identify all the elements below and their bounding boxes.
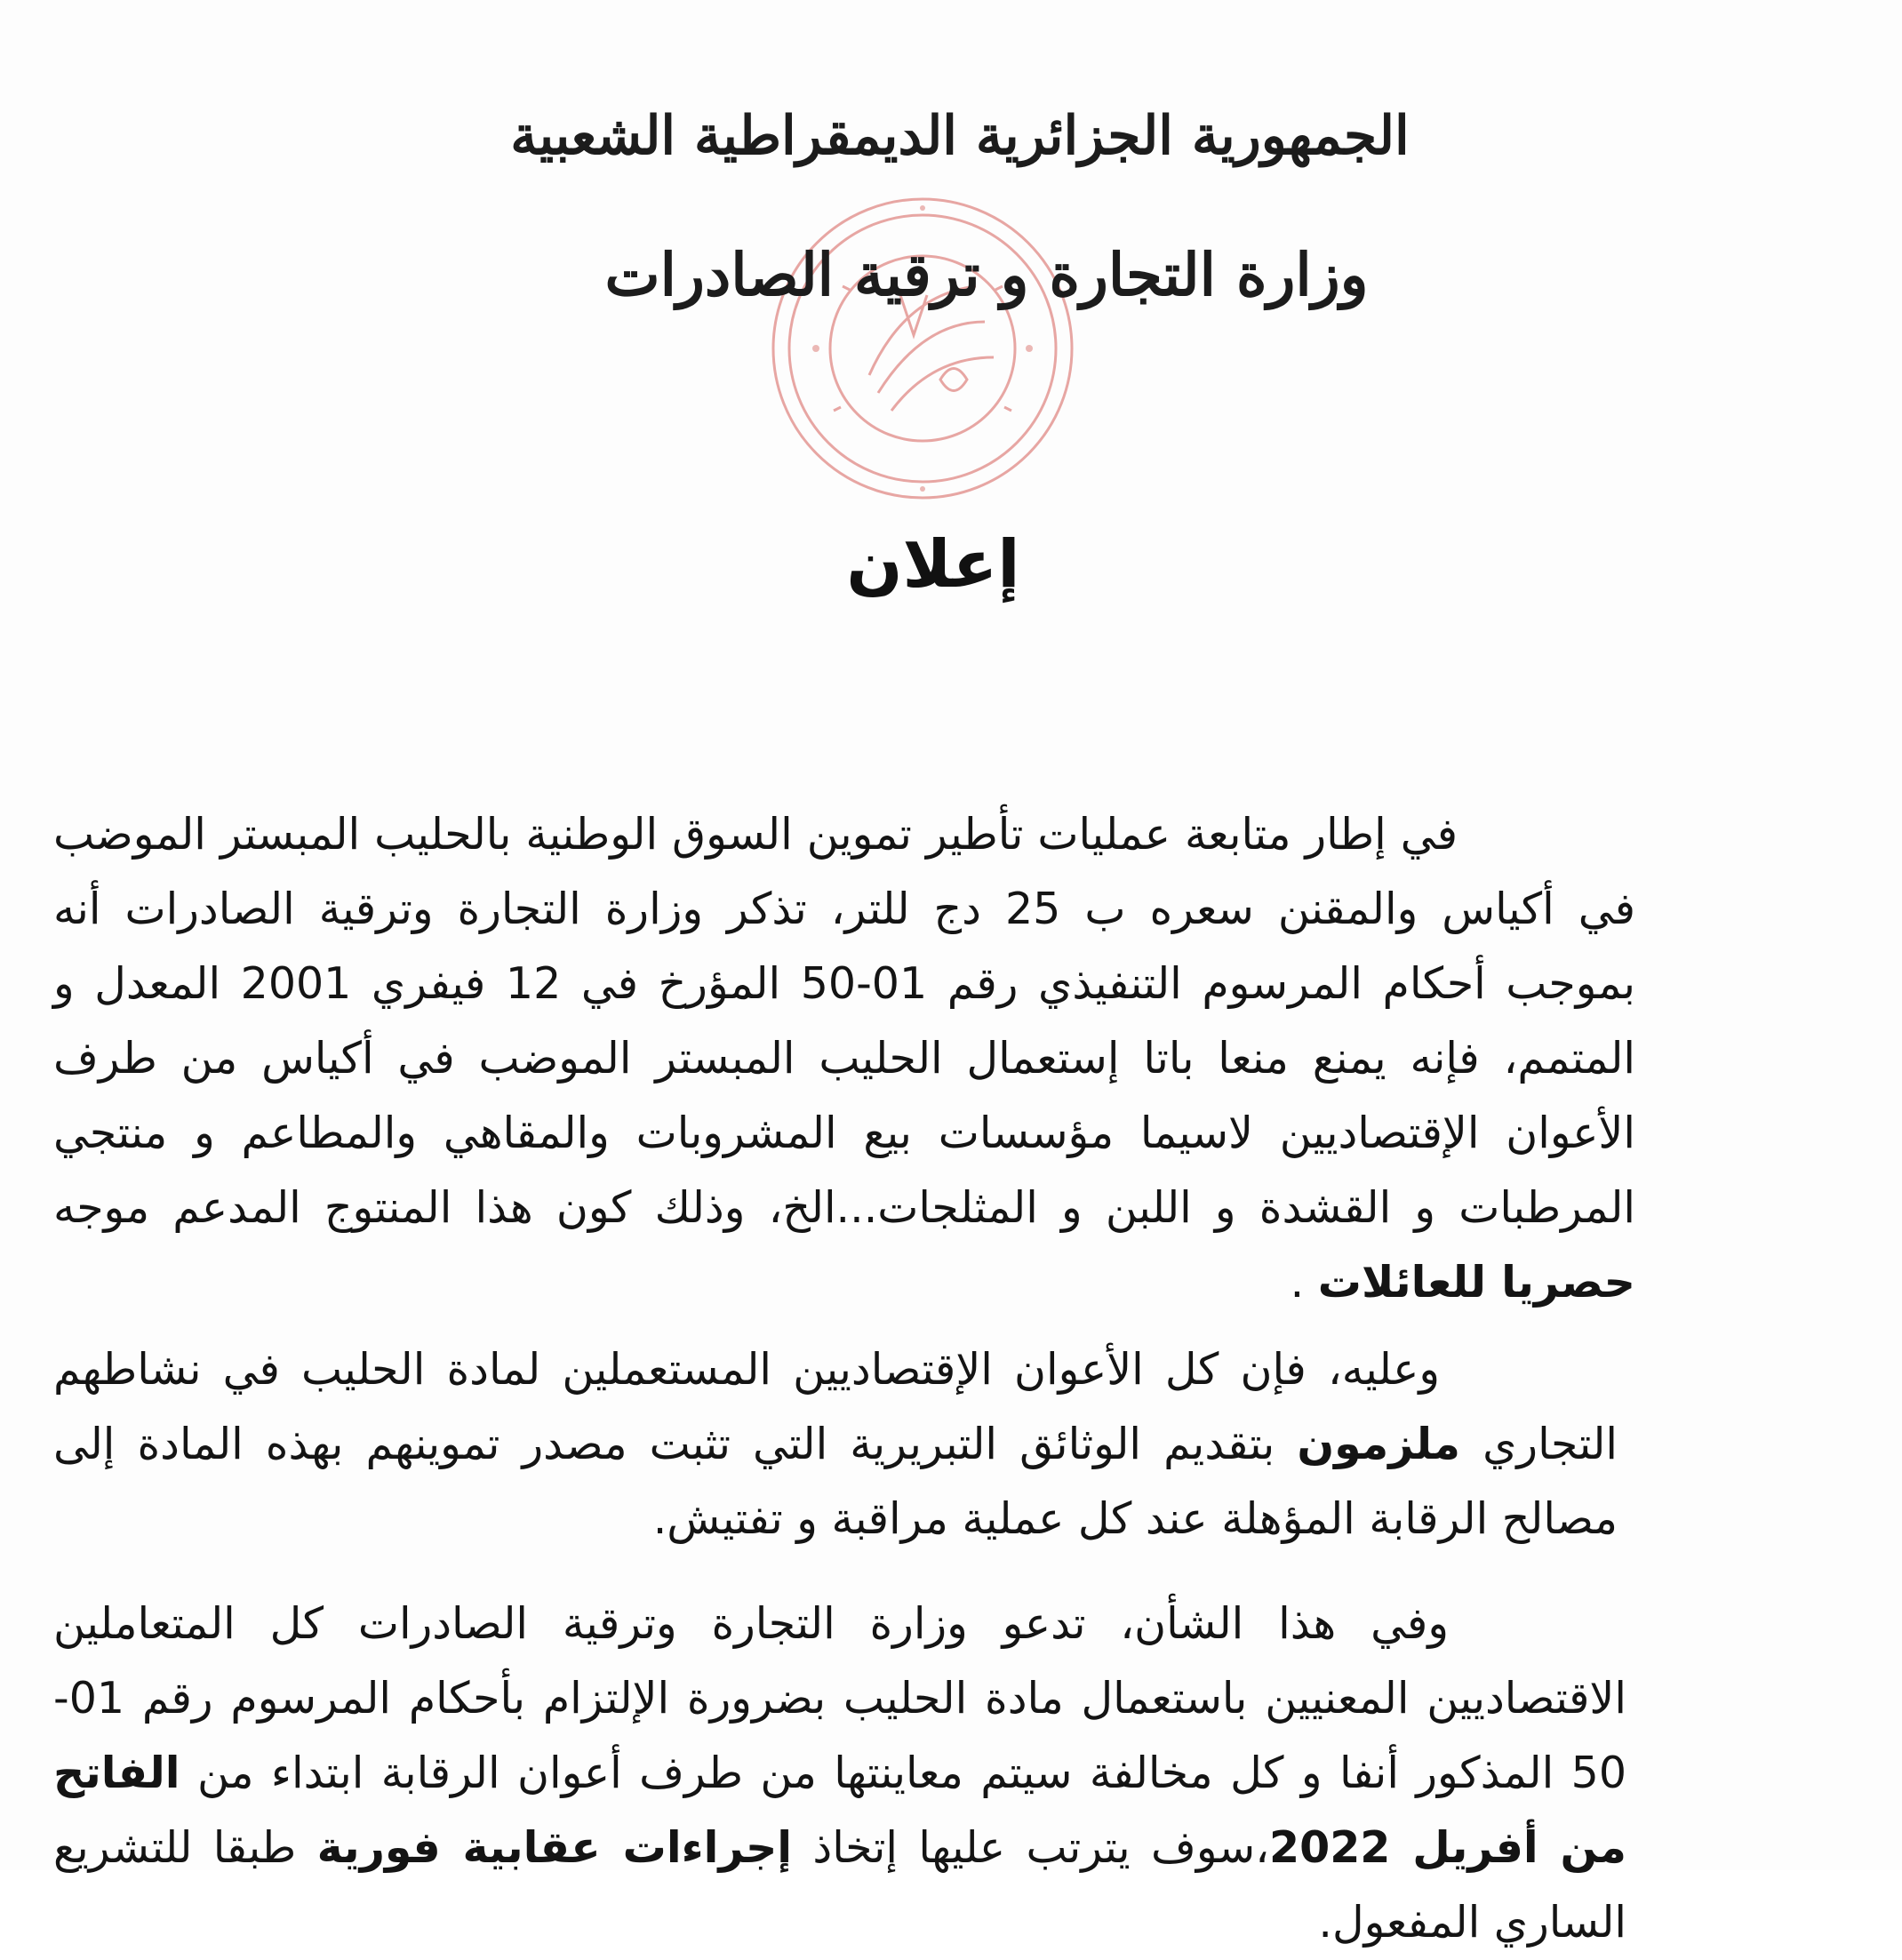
paragraph-3-text-a: وفي هذا الشأن، تدعو وزارة التجارة وترقية الصادرات كل المتعاملين الاقتصاديين المعنيين باستعمال مادة الحليب بضرورة الإلتزام بأحكام المرسوم رقم 01-50 المذكور أنفا و كل مخالفة سيتم معاينتها من طرف أعوان الرقابة ابتداء من	[53, 1598, 1626, 1798]
republic-heading: الجمهورية الجزائرية الديمقراطية الشعبية	[510, 105, 1410, 167]
ministry-heading: وزارة التجارة و ترقية الصادرات	[604, 240, 1369, 309]
paragraph-3-bold-penalty: إجراءات عقابية فورية	[316, 1822, 793, 1873]
paragraph-3	[53, 1587, 1626, 1960]
paragraph-1-bold: حصريا للعائلات	[1317, 1257, 1635, 1308]
announcement-title: إعلان	[846, 526, 1020, 603]
paragraph-3-text-c: طبقا للتشريع الساري المفعول.	[53, 1822, 1626, 1948]
paragraph-2-text-a: وعليه، فإن كل الأعوان الإقتصاديين المستعملين لمادة الحليب في نشاطهم التجاري	[53, 1344, 1618, 1469]
paragraph-2-bold: ملزمون	[1297, 1419, 1461, 1469]
paragraph-2	[53, 1332, 1618, 1556]
paragraph-3-text-b: ،سوف يترتب عليها إتخاذ	[792, 1822, 1270, 1873]
paragraph-1	[53, 797, 1635, 1320]
paragraph-1-text: في إطار متابعة عمليات تأطير تموين السوق الوطنية بالحليب المبستر الموضب في أكياس والمقنن سعره ب 25 دج للتر، تذكر وزارة التجارة وترقية الصادرات أنه بموجب أحكام المرسوم التنفيذي رقم 01-50 المؤرخ في 12 فيفري 2001 المعدل و المتمم، فإنه يمنع منعا باتا إستعمال الحليب المبستر الموضب في أكياس من طرف الأعوان الإقتصاديين لاسيما مؤسسات بيع المشروبات والمقاهي والمطاعم و منتجي المرطبات و القشدة و اللبن و المثلجات...الخ، وذلك كون هذا المنتوج المدعم موجه	[53, 809, 1635, 1233]
paragraph-1-end: .	[1290, 1257, 1318, 1308]
paragraph-3-bold-date: الفاتح من أفريل 2022	[53, 1748, 1626, 1873]
ministry-seal-icon	[736, 188, 1109, 508]
paragraph-2-text-b: بتقديم الوثائق التبريرية التي تثبت مصدر تموينهم بهذه المادة إلى مصالح الرقابة المؤهلة عند كل عملية مراقبة و تفتيش.	[53, 1419, 1618, 1544]
